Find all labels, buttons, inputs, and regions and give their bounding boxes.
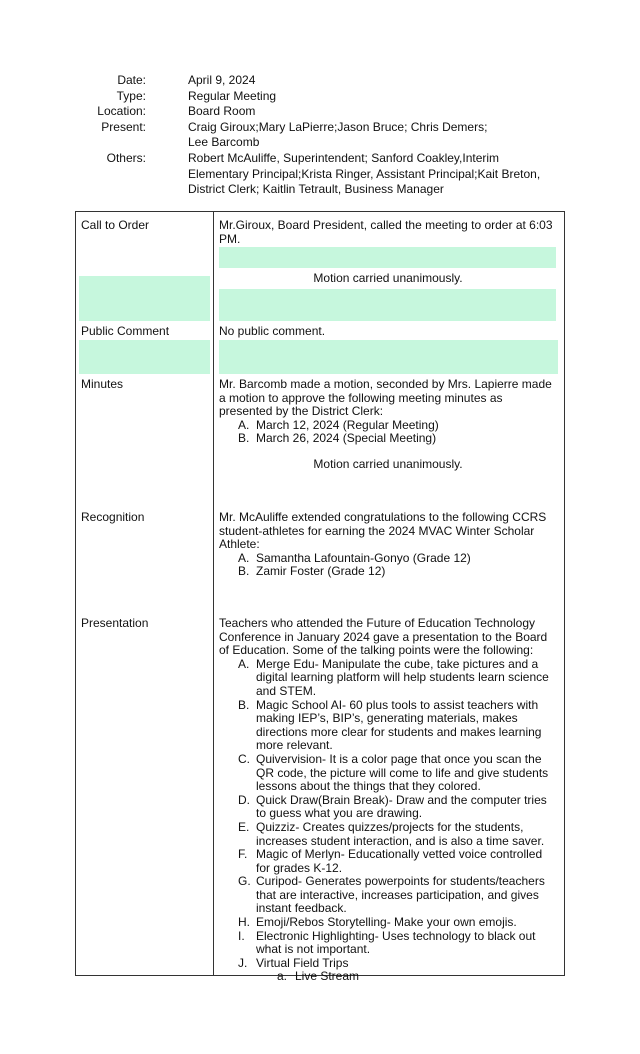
list-marker: J. — [238, 955, 248, 970]
list-item-text: Magic School AI- 60 plus tools to assist teachers with making IEP’s, BIP’s, generating materials, makes directions more clear for students and makes learning more relevant. — [256, 697, 542, 753]
list-item — [219, 699, 557, 753]
list-item-text: Electronic Highlighting- Uses technology to black out what is not important. — [256, 928, 536, 957]
public-comment-text: No public comment. — [219, 324, 326, 338]
recognition-text: Mr. McAuliffe extended congratulations to the following CCRS student-athletes for earning the 2024 MVAC Winter Scholar Athlete: — [219, 510, 547, 552]
minutes-label: Minutes — [81, 377, 124, 391]
list-marker: A. — [238, 656, 250, 671]
list-marker: H. — [238, 915, 250, 930]
sub-list-item — [219, 970, 557, 984]
recognition-label: Recognition — [81, 510, 145, 524]
location-value: Board Room — [188, 104, 256, 119]
column-divider — [213, 212, 214, 975]
list-item — [219, 552, 557, 566]
call-to-order-text: Mr.Giroux, Board President, called the meeting to order at 6:03 PM. — [219, 218, 553, 246]
minutes-table — [75, 211, 565, 984]
list-item — [219, 848, 557, 875]
date-row — [0, 73, 640, 89]
list-marker: F. — [238, 847, 248, 862]
list-item-text: Merge Edu- Manipulate the cube, take pictures and a digital learning platform will help students learn science and STEM. — [256, 656, 549, 698]
list-item-text: Live Stream — [295, 969, 360, 984]
list-item-text: March 26, 2024 (Special Meeting) — [256, 431, 437, 446]
list-marker: A. — [238, 550, 250, 565]
list-item-text: Emoji/Rebos Storytelling- Make your own emojis. — [256, 915, 517, 930]
list-marker: G. — [238, 874, 251, 889]
list-item-text: Quizziz- Creates quizzes/projects for the students, increases student interaction, and is also a time saver. — [256, 819, 545, 848]
minutes-body — [219, 378, 557, 446]
recognition-body — [219, 511, 557, 579]
presentation-body — [219, 617, 557, 984]
call-to-order-motion: Motion carried unanimously. — [313, 271, 463, 285]
minutes-motion: Motion carried unanimously. — [313, 457, 463, 471]
list-item — [219, 753, 557, 794]
list-item-text: March 12, 2024 (Regular Meeting) — [256, 417, 439, 432]
list-item-text: Magic of Merlyn- Educationally vetted voice controlled for grades K-12. — [256, 847, 543, 875]
list-marker: I. — [238, 928, 245, 943]
highlight-block — [219, 340, 558, 374]
date-value: April 9, 2024 — [188, 73, 256, 87]
list-item-text: Virtual Field Trips — [256, 955, 349, 970]
presentation-label: Presentation — [81, 616, 149, 630]
minutes-text: Mr. Barcomb made a motion, seconded by Mrs. Lapierre made a motion to approve the following meeting minutes as presented by the District Clerk: — [219, 377, 552, 419]
list-item — [219, 875, 557, 916]
public-comment-label: Public Comment — [81, 324, 170, 338]
others-label: Others: — [106, 150, 146, 165]
present-value — [188, 120, 563, 151]
list-item-text: Samantha Lafountain-Gonyo (Grade 12) — [256, 550, 471, 565]
list-item — [219, 794, 557, 821]
type-label: Type: — [116, 88, 146, 103]
date-label: Date: — [117, 73, 146, 87]
highlight-block — [219, 247, 556, 268]
list-item — [219, 916, 557, 930]
list-item — [219, 821, 557, 848]
list-marker: a. — [277, 969, 288, 984]
list-marker: C. — [238, 751, 250, 766]
list-marker: B. — [238, 431, 250, 446]
others-value: Robert McAuliffe, Superintendent; Sanford Coakley,Interim Elementary Principal;Krista Ringer, Assistant Principal;Kait Breton, District Clerk; Kaitlin Tetrault, Business Manager — [188, 150, 541, 197]
location-row — [0, 104, 640, 120]
location-label: Location: — [97, 104, 146, 119]
list-item-text: Curipod- Generates powerpoints for students/teachers that are interactive, increases participation, and gives instant feedback. — [256, 874, 545, 916]
meeting-header — [0, 73, 640, 198]
presentation-list — [219, 658, 557, 984]
list-marker: A. — [238, 417, 250, 432]
type-row — [0, 89, 640, 105]
list-item — [219, 658, 557, 699]
list-marker: E. — [238, 819, 250, 834]
present-row — [0, 120, 640, 151]
type-value: Regular Meeting — [188, 88, 277, 103]
list-item — [219, 930, 557, 957]
list-item — [219, 419, 557, 433]
list-item — [219, 565, 557, 579]
list-item — [219, 957, 557, 971]
list-marker: B. — [238, 564, 250, 579]
list-item-text: Quick Draw(Brain Break)- Draw and the computer tries to guess what you are drawing. — [256, 792, 547, 821]
list-marker: D. — [238, 792, 250, 807]
minutes-list — [219, 419, 557, 446]
others-row — [0, 151, 640, 198]
list-marker: B. — [238, 697, 250, 712]
call-to-order-label: Call to Order — [81, 218, 150, 232]
present-line-2: Lee Barcomb — [188, 135, 260, 150]
recognition-list — [219, 552, 557, 579]
presentation-text: Teachers who attended the Future of Education Technology Conference in January 2024 gave a presentation to the Board of Education. Some of the talking points were the following: — [219, 616, 548, 658]
present-line-1: Craig Giroux;Mary LaPierre;Jason Bruce; Chris Demers; — [188, 119, 488, 134]
list-item-text: Zamir Foster (Grade 12) — [256, 564, 386, 579]
highlight-block — [79, 276, 210, 321]
list-item-text: Quivervision- It is a color page that once you scan the QR code, the picture will come to life and give students lessons about the things that they colored. — [256, 751, 549, 794]
present-label: Present: — [101, 119, 146, 134]
list-item — [219, 432, 557, 446]
highlight-block — [219, 289, 556, 321]
highlight-block — [79, 340, 210, 374]
